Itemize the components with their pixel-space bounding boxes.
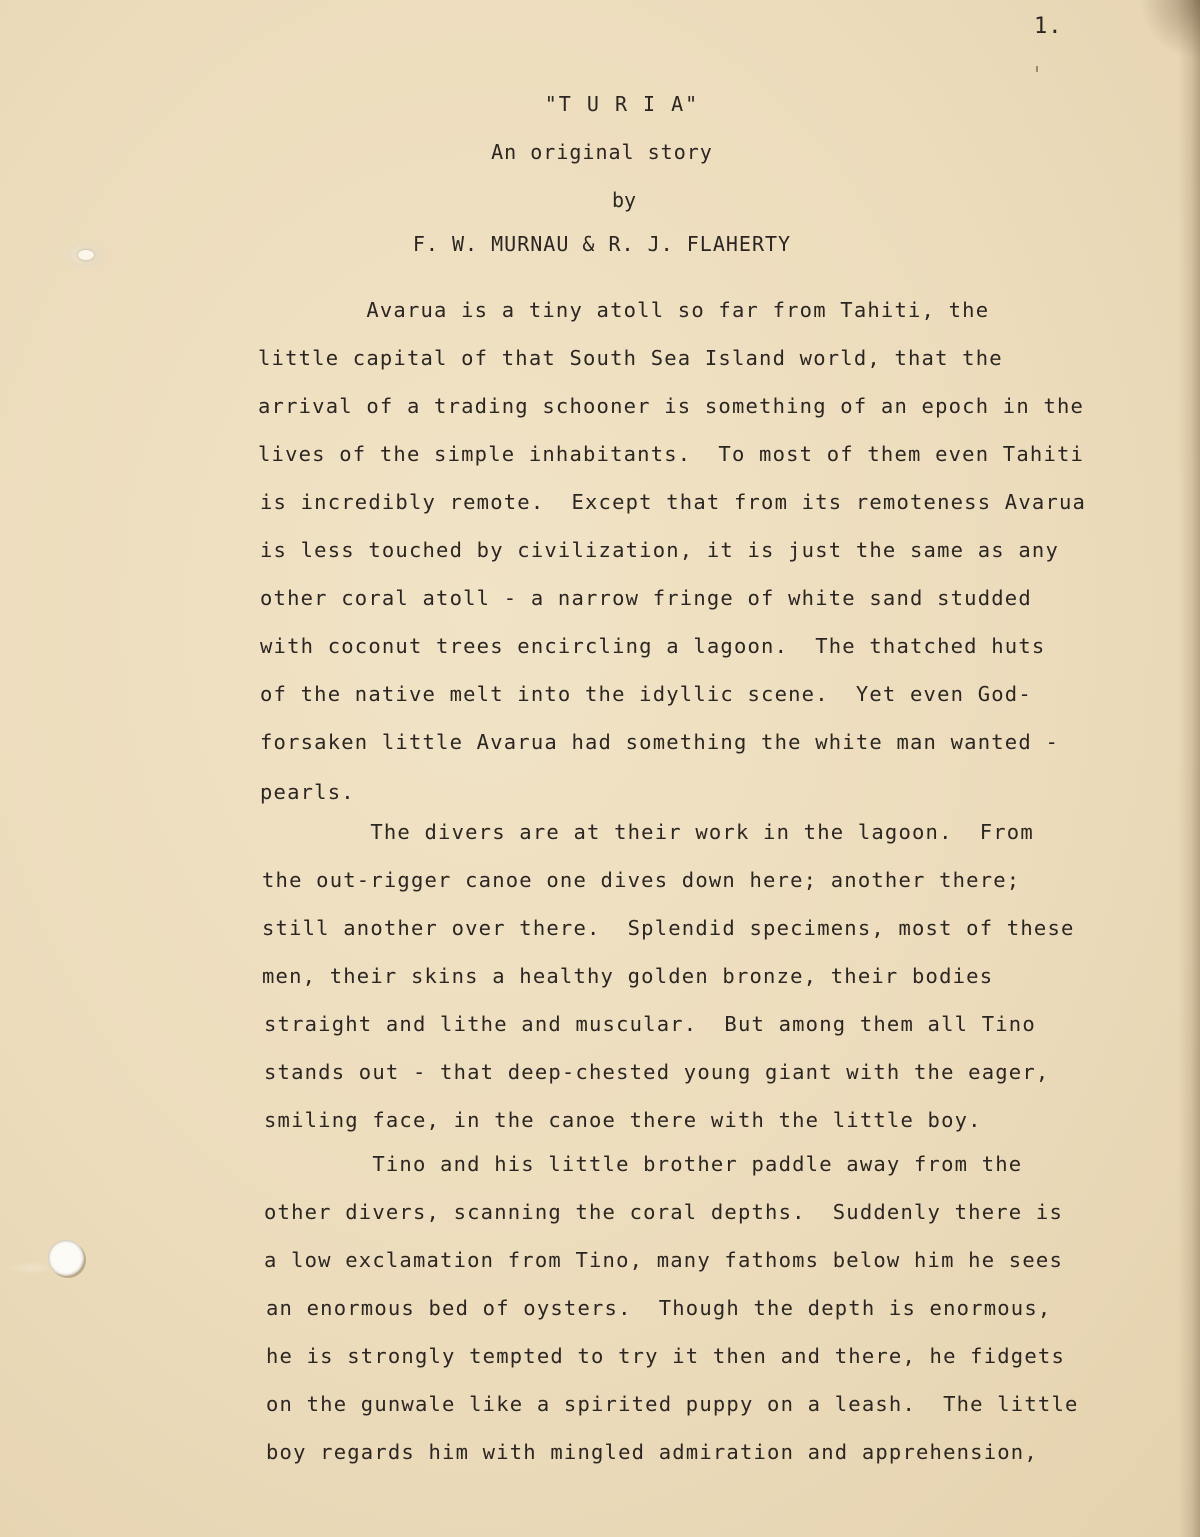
body-line: straight and lithe and muscular. But among them all Tino	[264, 1012, 1036, 1036]
body-line: Tino and his little brother paddle away from the	[264, 1152, 1023, 1176]
body-line: arrival of a trading schooner is something of an epoch in the	[258, 394, 1085, 418]
page-corner-shadow	[1140, 0, 1200, 60]
page-number: 1.	[1034, 14, 1063, 39]
paper-tear	[8, 1262, 48, 1274]
punch-hole	[48, 1240, 84, 1276]
body-line: smiling face, in the canoe there with the little boy.	[264, 1108, 982, 1132]
body-line: Avarua is a tiny atoll so far from Tahiti, the	[258, 298, 990, 322]
body-line: an enormous bed of oysters. Though the depth is enormous,	[266, 1296, 1052, 1320]
story-title: "T U R I A"	[544, 92, 700, 116]
body-line: lives of the simple inhabitants. To most of them even Tahiti	[258, 442, 1085, 466]
byline: by	[611, 188, 637, 212]
body-line: stands out - that deep-chested young giant with the eager,	[264, 1060, 1050, 1084]
body-line: he is strongly tempted to try it then and there, he fidgets	[266, 1344, 1065, 1368]
body-line: with coconut trees encircling a lagoon. The thatched huts	[260, 634, 1046, 658]
body-line: the out-rigger canoe one dives down here; another there;	[262, 868, 1021, 892]
body-line: little capital of that South Sea Island world, that the	[258, 346, 1003, 370]
body-line: men, their skins a healthy golden bronze, their bodies	[262, 964, 994, 988]
page-edge-shadow	[1178, 0, 1200, 1537]
body-line: forsaken little Avarua had something the white man wanted -	[260, 730, 1059, 754]
body-line: is incredibly remote. Except that from its remoteness Avarua	[260, 490, 1087, 514]
authors: F. W. MURNAU & R. J. FLAHERTY	[412, 232, 792, 256]
body-line: on the gunwale like a spirited puppy on a leash. The little	[266, 1392, 1079, 1416]
body-line: other coral atoll - a narrow fringe of white sand studded	[260, 586, 1032, 610]
ink-speck	[1036, 66, 1038, 72]
body-line: other divers, scanning the coral depths. Suddenly there is	[264, 1200, 1063, 1224]
body-line: pearls.	[260, 780, 355, 804]
body-line: a low exclamation from Tino, many fathoms below him he sees	[264, 1248, 1063, 1272]
body-line: is less touched by civilization, it is just the same as any	[260, 538, 1059, 562]
body-line: of the native melt into the idyllic scene. Yet even God-	[260, 682, 1032, 706]
body-line: boy regards him with mingled admiration and apprehension,	[266, 1440, 1038, 1464]
body-line: still another over there. Splendid specimens, most of these	[262, 916, 1075, 940]
story-subtitle: An original story	[491, 140, 713, 164]
body-line: The divers are at their work in the lagoon. From	[262, 820, 1034, 844]
